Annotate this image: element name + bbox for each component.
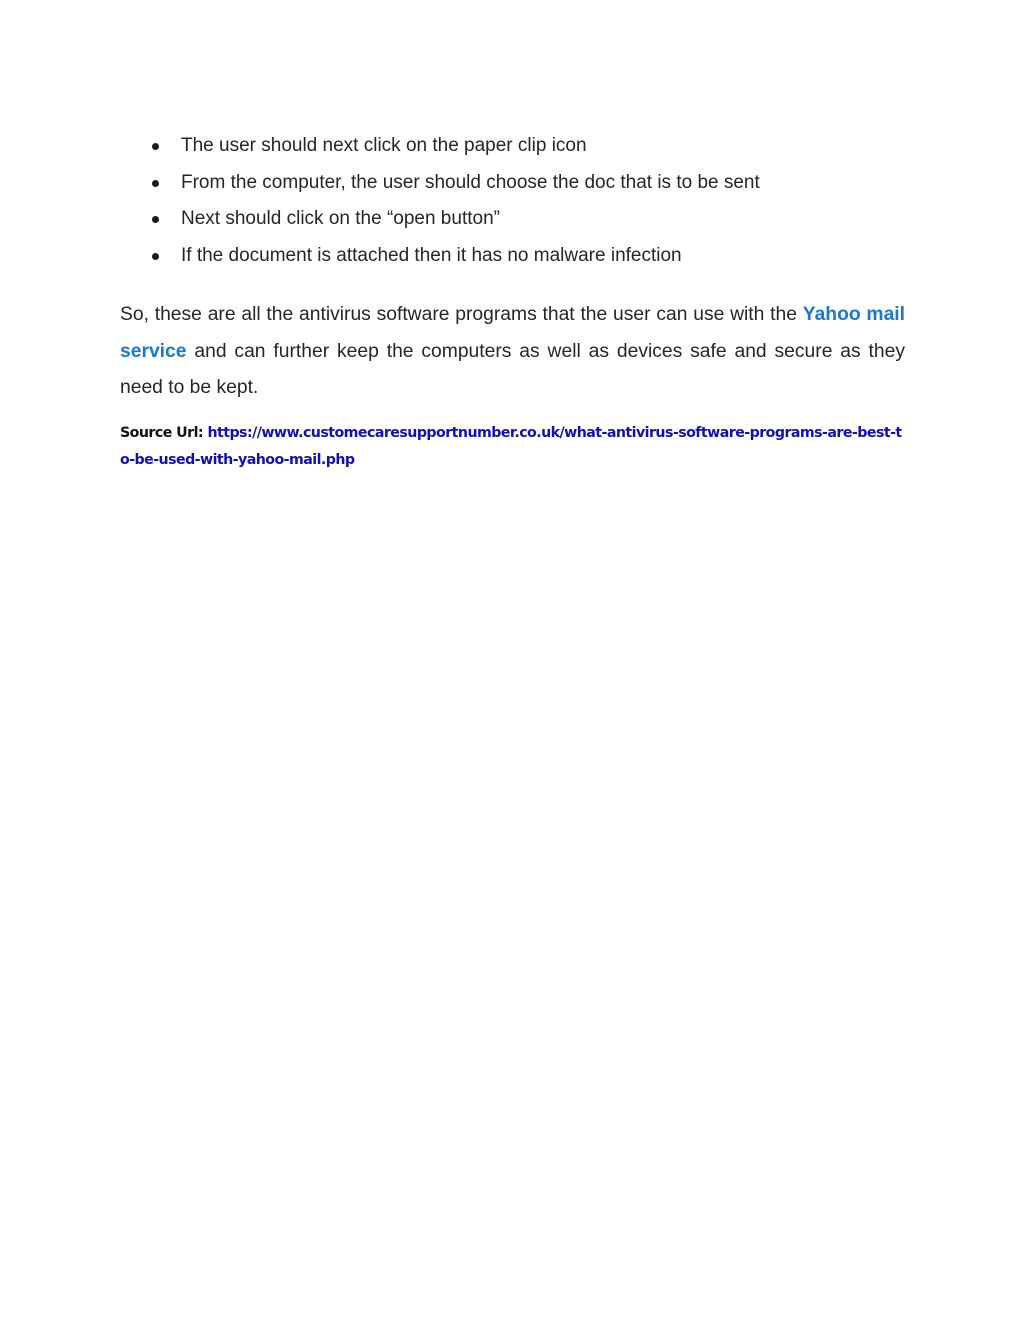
list-item-text: The user should next click on the paper clip icon (181, 135, 587, 156)
yahoo-mail-service-link[interactable]: Yahoo mail service (120, 304, 906, 362)
paragraph-text-before: So, these are all the antivirus software programs that the user can use with the (120, 304, 803, 325)
bullet-icon (152, 253, 159, 260)
list-item (150, 170, 930, 207)
bullet-icon (152, 143, 159, 150)
source-url-link[interactable]: https://www.customecaresupportnumber.co.uk/what-antivirus-software-programs-are-best-to-be-used-with-yahoo-mail.php (120, 425, 902, 468)
bullet-icon (152, 216, 159, 223)
bullet-list (150, 133, 930, 279)
bullet-icon (152, 180, 159, 187)
source-line (120, 420, 910, 474)
list-item (150, 133, 930, 170)
summary-paragraph (120, 297, 905, 407)
list-item (150, 243, 930, 280)
source-label: Source Url: (120, 425, 208, 441)
list-item-text: From the computer, the user should choose the doc that is to be sent (181, 171, 760, 193)
list-item (150, 206, 930, 243)
list-item-text: If the document is attached then it has no malware infection (181, 244, 682, 266)
paragraph-text-after: and can further keep the computers as well as devices safe and secure as they need to be kept. (120, 340, 905, 398)
list-item-text: Next should click on the “open button” (181, 208, 500, 229)
